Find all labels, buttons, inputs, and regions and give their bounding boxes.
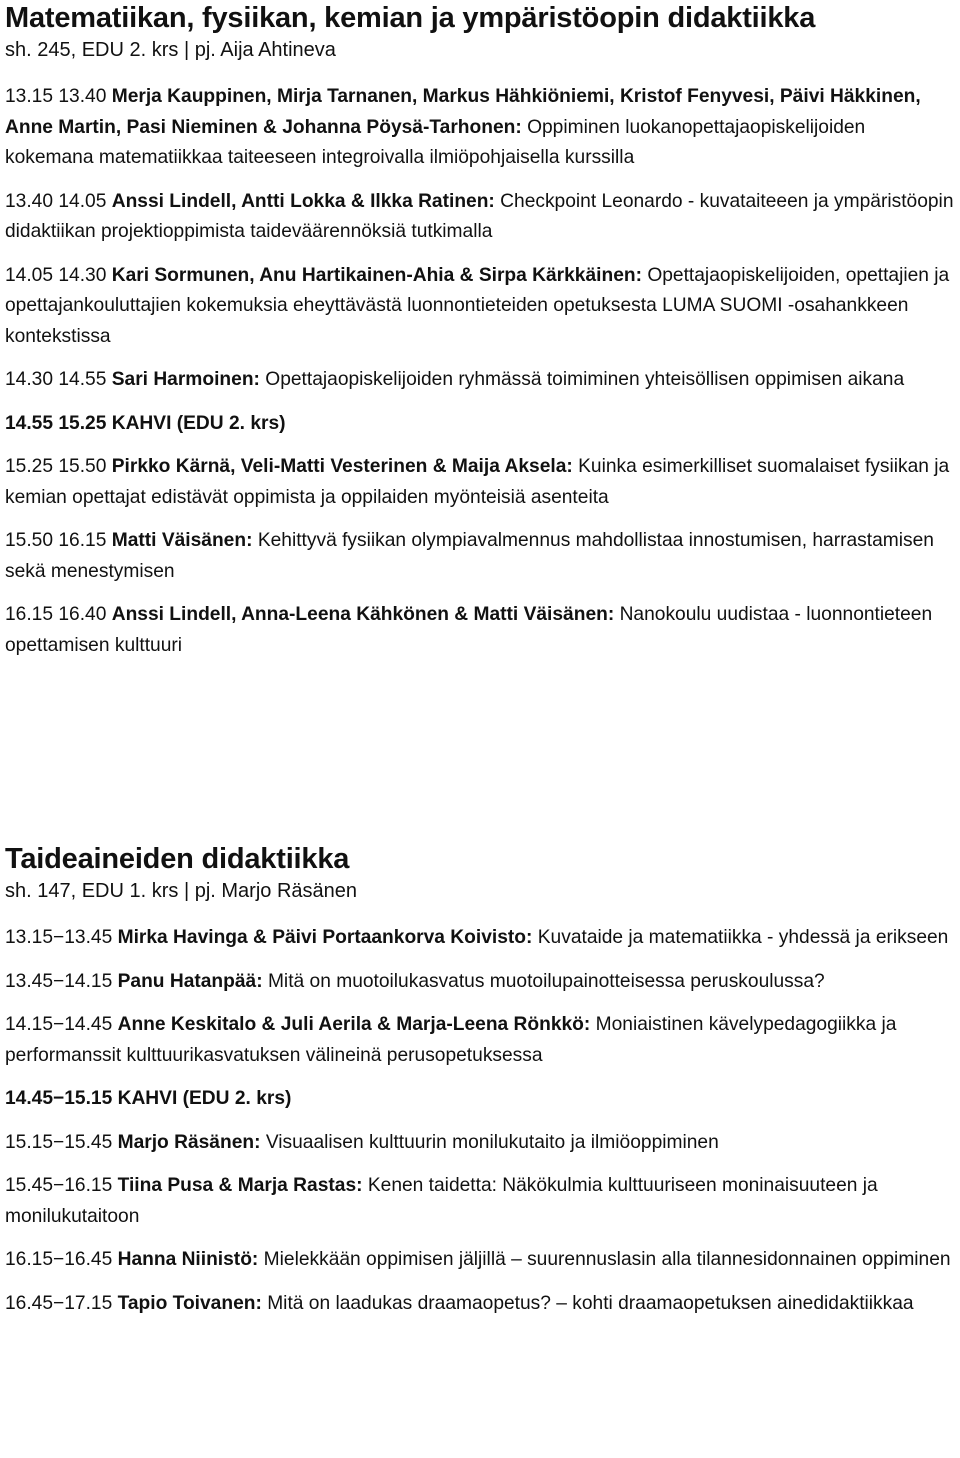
entry-time: 14.15−14.45: [5, 1014, 113, 1035]
entry-authors: Mirka Havinga & Päivi Portaankorva Koivisto:: [117, 927, 533, 948]
entry-title: Opettajaopiskelijoiden ryhmässä toimiminen yhteisöllisen oppimisen aikana: [265, 369, 905, 390]
section-meta: sh. 147, EDU 1. krs | pj. Marjo Räsänen: [5, 880, 358, 902]
entry-authors: Merja Kauppinen, Mirja Tarnanen, Markus Hähkiöniemi, Kristof Fenyvesi, Päivi Häkkinen, Anne Martin, Pasi Nieminen & Johanna Pöysä-Tarhonen:: [5, 86, 921, 138]
entry-authors: Marjo Räsänen:: [117, 1131, 261, 1153]
entry-title: Visuaalisen kulttuurin monilukutaito ja ilmiöoppiminen: [265, 1131, 719, 1153]
schedule-entry: [5, 187, 955, 248]
entry-title: Kuinka esimerkilliset suomalaiset fysiikan ja kemian opettajat edistävät oppimista ja oppilaiden myönteisiä asenteita: [5, 456, 950, 508]
entry-time: 14.45−15.15: [5, 1088, 113, 1109]
schedule-entry: [5, 1010, 955, 1071]
entry-time: 13.15 13.40: [5, 86, 107, 107]
entry-time: 15.50 16.15: [5, 530, 107, 551]
schedule-entry: [5, 82, 955, 174]
schedule-entry: [5, 1289, 955, 1320]
entry-time: 13.40 14.05: [5, 190, 107, 212]
entry-authors: Pirkko Kärnä, Veli-Matti Vesterinen & Maija Aksela:: [111, 456, 573, 477]
entry-time: 14.05 14.30: [5, 264, 107, 286]
entry-authors: Anne Keskitalo & Juli Aerila & Marja-Leena Rönkkö:: [117, 1014, 591, 1035]
schedule-entry: [5, 452, 955, 513]
entry-time: 16.45−17.15: [5, 1292, 113, 1314]
schedule-entry: [5, 526, 955, 587]
entry-authors: Tiina Pusa & Marja Rastas:: [117, 1175, 363, 1196]
section-arts: [5, 841, 955, 1319]
entry-authors: Anssi Lindell, Antti Lokka & Ilkka Ratinen:: [111, 190, 495, 212]
entry-title: Kenen taidetta: Näkökulmia kulttuuriseen moninaisuuteen ja monilukutaitoon: [5, 1175, 878, 1227]
schedule-entry: [5, 261, 955, 353]
entry-authors: Panu Hatanpää:: [117, 970, 263, 992]
entry-time: 16.15 16.40: [5, 604, 107, 625]
entry-title: Opettajaopiskelijoiden, opettajien ja opettajankouluttajien kokemuksia eheyttävästä luonnontieteiden opetuksesta LUMA SUOMI -osahankkeen kontekstissa: [5, 264, 950, 347]
entry-time: 14.30 14.55: [5, 369, 107, 390]
entry-title: Oppiminen luokanopettajaopiskelijoiden kokemana matematiikkaa taiteeseen integroivalla ilmiöpohjaisella kurssilla: [5, 116, 866, 168]
entry-authors: Sari Harmoinen:: [111, 369, 260, 390]
section-math-science: [5, 0, 955, 661]
entry-time: 15.15−15.45: [5, 1131, 113, 1153]
entry-title: Moniaistinen kävelypedagogiikka ja performanssit kulttuurikasvatuksen välineinä perusopetuksessa: [5, 1014, 897, 1066]
entry-authors: Kari Sormunen, Anu Hartikainen-Ahia & Sirpa Kärkkäinen:: [111, 264, 642, 286]
entry-title: Mitä on muotoilukasvatus muotoilupainotteisessa peruskoulussa?: [267, 970, 825, 992]
schedule-entry: [5, 967, 955, 998]
entry-title: Nanokoulu uudistaa - luonnontieteen opettamisen kulttuuri: [5, 604, 933, 656]
schedule-entry: [5, 365, 955, 396]
entry-time: 13.45−14.15: [5, 970, 113, 992]
entry-authors: Anssi Lindell, Anna-Leena Kähkönen & Matti Väisänen:: [111, 604, 615, 625]
entry-authors: Matti Väisänen:: [111, 530, 253, 551]
coffee-break-entry: [5, 1084, 955, 1115]
entry-time: 15.45−16.15: [5, 1175, 113, 1196]
entry-title: Checkpoint Leonardo - kuvataiteeen ja ympäristöopin didaktiikan projektioppimista taideväärennöksiä tutkimalla: [5, 190, 954, 242]
coffee-break-entry: [5, 409, 955, 440]
entry-title: Mielekkään oppimisen jäljillä – suurennuslasin alla tilannesidonnainen oppiminen: [263, 1249, 951, 1270]
break-label: KAHVI (EDU 2. krs): [117, 1088, 292, 1109]
entry-authors: Tapio Toivanen:: [117, 1292, 262, 1314]
entry-time: 16.15−16.45: [5, 1249, 113, 1270]
schedule-entry: [5, 1245, 955, 1276]
schedule-entry: [5, 1171, 955, 1232]
section-meta: sh. 245, EDU 2. krs | pj. Aija Ahtineva: [5, 39, 336, 61]
schedule-entry: [5, 923, 955, 954]
section-title: Taideaineiden didaktiikka: [5, 843, 350, 875]
entry-title: Kehittyvä fysiikan olympiavalmennus mahdollistaa innostumisen, harrastamisen sekä menestymisen: [5, 530, 934, 582]
schedule-entry: [5, 600, 955, 661]
entry-time: 15.25 15.50: [5, 456, 107, 477]
break-label: KAHVI (EDU 2. krs): [111, 412, 286, 434]
section-title: Matematiikan, fysiikan, kemian ja ympäristöopin didaktiikka: [5, 2, 816, 34]
entry-time: 13.15−13.45: [5, 927, 113, 948]
entry-title: Mitä on laadukas draamaopetus? – kohti draamaopetuksen ainedidaktiikkaa: [267, 1292, 914, 1314]
schedule-entry: [5, 1128, 955, 1159]
entry-authors: Hanna Niinistö:: [117, 1249, 259, 1270]
entry-time: 14.55 15.25: [5, 412, 107, 434]
entry-title: Kuvataide ja matematiikka - yhdessä ja erikseen: [537, 927, 949, 948]
